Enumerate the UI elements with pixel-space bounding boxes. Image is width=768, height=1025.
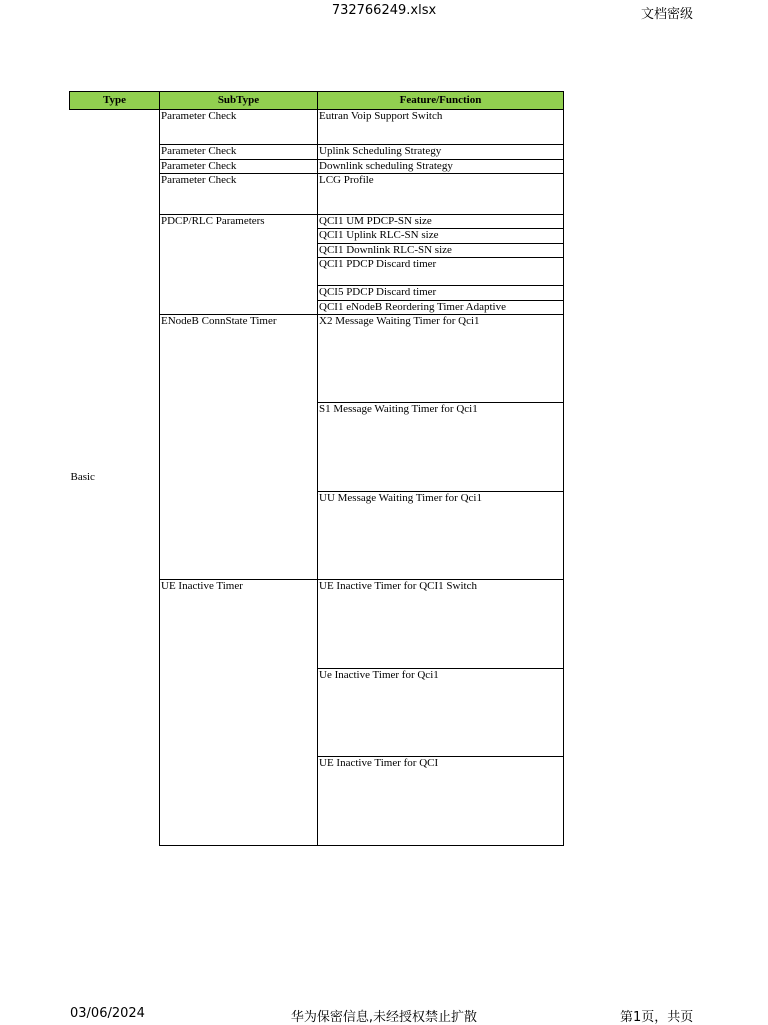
feature-cell: UE Inactive Timer for QCI1 Switch: [318, 580, 564, 669]
feature-cell: Downlink scheduling Strategy: [318, 160, 564, 174]
column-header-feature: Feature/Function: [318, 92, 564, 110]
feature-cell: QCI1 Uplink RLC-SN size: [318, 229, 564, 244]
table-row: [70, 110, 564, 145]
footer-date: 03/06/2024: [70, 1006, 145, 1021]
table-body: [70, 110, 564, 846]
feature-cell: QCI1 eNodeB Reordering Timer Adaptive: [318, 301, 564, 315]
feature-cell: LCG Profile: [318, 174, 564, 215]
feature-cell: QCI1 UM PDCP-SN size: [318, 215, 564, 229]
feature-cell: QCI1 PDCP Discard timer: [318, 258, 564, 286]
subtype-cell: UE Inactive Timer: [160, 580, 318, 846]
subtype-cell: Parameter Check: [160, 160, 318, 174]
feature-cell: Eutran Voip Support Switch: [318, 110, 564, 145]
feature-cell: Ue Inactive Timer for Qci1: [318, 669, 564, 757]
feature-cell: X2 Message Waiting Timer for Qci1: [318, 315, 564, 403]
column-header-type: Type: [70, 92, 160, 110]
subtype-cell: Parameter Check: [160, 145, 318, 160]
subtype-cell: Parameter Check: [160, 174, 318, 215]
feature-cell: UE Inactive Timer for QCI: [318, 757, 564, 846]
subtype-cell: ENodeB ConnState Timer: [160, 315, 318, 580]
footer-confidentiality-notice: 华为保密信息,未经授权禁止扩散: [290, 1010, 478, 1025]
document-classification: 文档密级: [641, 7, 694, 22]
footer-page-number: 第1页，共页: [620, 1010, 694, 1025]
subtype-cell: PDCP/RLC Parameters: [160, 215, 318, 315]
type-cell: Basic: [70, 471, 95, 484]
feature-table: [69, 91, 564, 846]
feature-cell: QCI1 Downlink RLC-SN size: [318, 244, 564, 258]
feature-cell: UU Message Waiting Timer for Qci1: [318, 492, 564, 580]
table-header-row: [70, 92, 564, 110]
feature-cell: S1 Message Waiting Timer for Qci1: [318, 403, 564, 492]
feature-cell: QCI5 PDCP Discard timer: [318, 286, 564, 301]
column-header-subtype: SubType: [160, 92, 318, 110]
file-name: 732766249.xlsx: [331, 3, 437, 18]
subtype-cell: Parameter Check: [160, 110, 318, 145]
feature-cell: Uplink Scheduling Strategy: [318, 145, 564, 160]
